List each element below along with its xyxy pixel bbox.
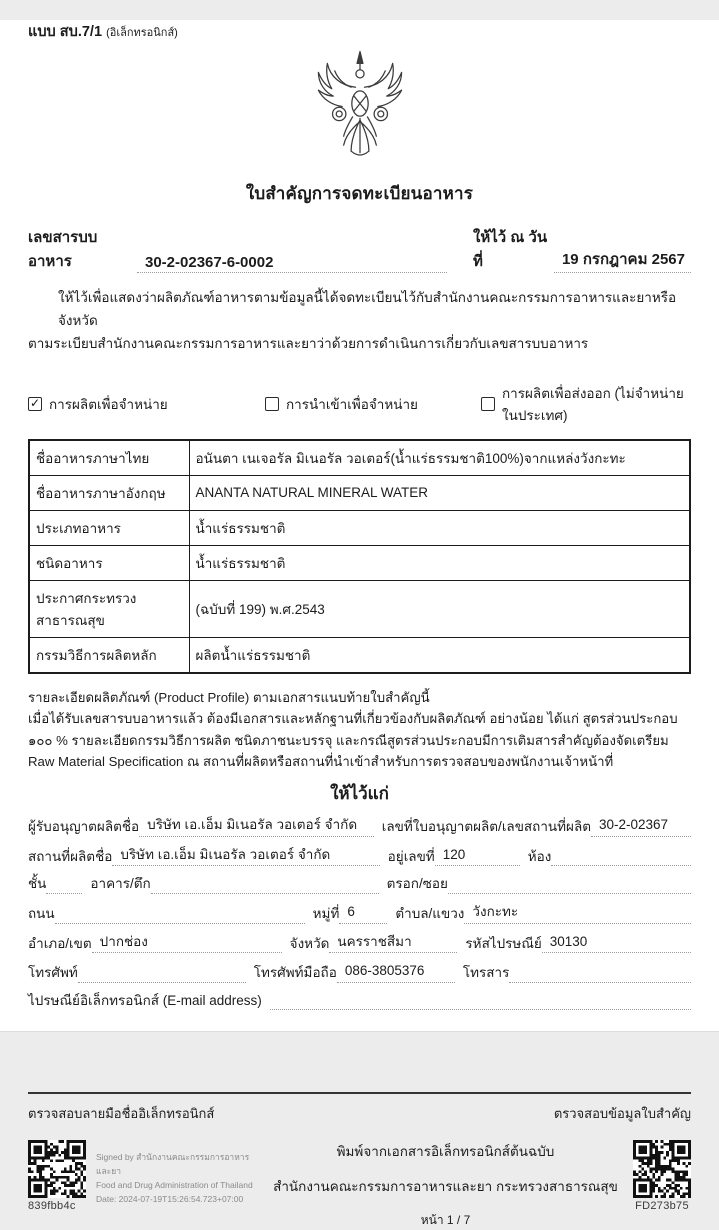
province-label: จังหวัด xyxy=(289,935,330,951)
row-label: ชนิดอาหาร xyxy=(29,545,189,580)
address-no-label: อยู่เลขที่ xyxy=(387,848,435,864)
row-label: ชื่ออาหารภาษาไทย xyxy=(29,440,189,476)
garuda-emblem-icon xyxy=(308,156,412,173)
signature-qr-block xyxy=(28,1140,258,1212)
signed-date-line: Date: 2024-07-19T15:26:54.723+07:00 xyxy=(96,1194,244,1205)
fax-label: โทรสาร xyxy=(462,965,510,981)
room-value xyxy=(551,847,691,866)
postcode-label: รหัสไปรษณีย์ xyxy=(465,935,542,951)
lane-label: ตรอก/ซอย xyxy=(386,876,448,892)
road-label: ถนน xyxy=(28,906,55,921)
mobile-value: 086-3805376 xyxy=(337,961,455,983)
profile-line-1: รายละเอียดผลิตภัณฑ์ (Product Profile) ตามเอกสารแนบท้ายใบสำคัญนี้ xyxy=(28,689,430,705)
signature-qr-code xyxy=(28,1140,86,1198)
page-number: หน้า 1 / 7 xyxy=(420,1213,471,1228)
moo-label: หมู่ที่ xyxy=(312,906,340,921)
profile-line-2: เมื่อได้รับเลขสารบบอาหารแล้ว ต้องมีเอกสารและหลักฐานที่เกี่ยวข้องกับผลิตภัณฑ์ อย่างน้อย ได้แก่ สูตรส่วนประกอบ ๑๐๐ % รายละเอียดกรรมวิธีการผลิต ชนิดภาชนะบรรจุ และกรณีสูตรส่วนประกอบมีการเติมสารสำคัญต้องจัดเตรียม Raw Material Specification ณ สถานที่ผลิตหรือสถานที่นำเข้าสำหรับการตรวจสอบของพนักงานเจ้าหน้าที่ xyxy=(28,711,678,769)
form-row-district xyxy=(28,932,691,954)
form-code-text: แบบ สบ.7/1 xyxy=(28,24,103,40)
table-row xyxy=(29,545,690,580)
checkbox-produce-for-export-label: การผลิตเพื่อส่งออก (ไม่จำหน่ายในประเทศ) xyxy=(502,385,684,423)
data-qr-code xyxy=(633,1140,691,1198)
road-value xyxy=(55,905,305,924)
form-code-suffix: (อิเล็กทรอนิกส์) xyxy=(106,27,178,39)
email-value xyxy=(270,991,691,1010)
building-value xyxy=(151,875,379,894)
mobile-label: โทรศัพท์มือถือ xyxy=(253,965,337,981)
table-row xyxy=(29,510,690,545)
form-row-site xyxy=(28,845,691,867)
moo-value: 6 xyxy=(339,902,387,924)
printed-from-line: พิมพ์จากเอกสารอิเล็กทรอนิกส์ต้นฉบับ xyxy=(336,1144,555,1160)
verify-labels-row xyxy=(0,1103,719,1124)
grantee-heading: ให้ไว้แก่ xyxy=(330,784,389,804)
address-no-value: 120 xyxy=(435,845,520,867)
checkbox-produce-for-sale-label: การผลิตเพื่อจำหน่าย xyxy=(49,396,168,412)
intro-paragraph xyxy=(28,287,691,356)
email-label: ไปรษณีย์อิเล็กทรอนิกส์ (E-mail address) xyxy=(28,992,262,1008)
phone-value xyxy=(78,964,246,983)
table-row xyxy=(29,475,690,510)
province-value: นครราชสีมา xyxy=(329,932,457,954)
certificate-page xyxy=(0,20,719,1228)
floor-label: ชั้น xyxy=(28,876,47,892)
form-row-floor xyxy=(28,874,691,894)
subdistrict-value: วังกะทะ xyxy=(464,902,691,924)
product-detail-table xyxy=(28,439,691,674)
license-no-value: 30-2-02367 xyxy=(591,815,691,837)
registration-line xyxy=(28,225,691,273)
district-label: อำเภอ/เขต xyxy=(28,935,92,951)
document-title: ใบสำคัญการจดทะเบียนอาหาร xyxy=(245,184,474,203)
data-qr-caption: FD273b75 xyxy=(635,1200,689,1213)
verify-data-label: ตรวจสอบข้อมูลใบสำคัญ xyxy=(553,1106,691,1122)
site-value: บริษัท เอ.เอ็ม มิเนอรัล วอเตอร์ จำกัด xyxy=(112,845,379,867)
floor-value xyxy=(46,875,82,894)
verify-signature-label: ตรวจสอบลายมือชื่ออิเล็กทรอนิกส์ xyxy=(28,1106,215,1122)
checkbox-produce-for-export xyxy=(481,382,691,426)
building-label: อาคาร/ตึก xyxy=(90,876,151,892)
row-label: ชื่ออาหารภาษาอังกฤษ xyxy=(29,475,189,510)
table-row xyxy=(29,580,690,637)
footer-center-text xyxy=(258,1140,633,1230)
row-value: น้ำแร่ธรรมชาติ xyxy=(189,545,690,580)
product-profile-note xyxy=(28,687,691,773)
registration-type-checkboxes xyxy=(28,382,691,426)
footer-main xyxy=(0,1140,719,1230)
digital-signature-text xyxy=(96,1150,258,1212)
checkbox-import-for-sale xyxy=(265,393,481,415)
licensee-label: ผู้รับอนุญาตผลิตชื่อ xyxy=(28,819,140,835)
checkbox-produce-for-sale-box xyxy=(28,397,42,411)
row-label: ประกาศกระทรวงสาธารณสุข xyxy=(29,580,189,637)
site-label: สถานที่ผลิตชื่อ xyxy=(28,848,113,864)
checkbox-produce-for-export-box xyxy=(481,397,495,411)
form-row-phone xyxy=(28,961,691,983)
footer-divider xyxy=(28,1092,691,1094)
signed-org-line: Food and Drug Administration of Thailand xyxy=(96,1180,253,1191)
licensee-value: บริษัท เอ.เอ็ม มิเนอรัล วอเตอร์ จำกัด xyxy=(139,815,374,837)
fax-value xyxy=(509,964,691,983)
row-value: (ฉบับที่ 199) พ.ศ.2543 xyxy=(189,580,690,637)
district-value: ปากช่อง xyxy=(92,932,282,954)
checkbox-import-for-sale-box xyxy=(265,397,279,411)
form-row-email xyxy=(28,991,691,1011)
subdistrict-label: ตำบล/แขวง xyxy=(395,906,465,921)
postcode-value: 30130 xyxy=(542,932,691,954)
checkbox-import-for-sale-label: การนำเข้าเพื่อจำหน่าย xyxy=(286,396,418,412)
form-row-road xyxy=(28,902,691,924)
row-label: กรรมวิธีการผลิตหลัก xyxy=(29,637,189,673)
intro-line-1: ให้ไว้เพื่อแสดงว่าผลิตภัณฑ์อาหารตามข้อมูลนี้ได้จดทะเบียนไว้กับสำนักงานคณะกรรมการอาหารและยาหรือจังหวัด xyxy=(58,290,677,328)
license-no-label: เลขที่ใบอนุญาตผลิต/เลขสถานที่ผลิต xyxy=(381,819,591,835)
intro-line-2: ตามระเบียบสำนักงานคณะกรรมการอาหารและยาว่าด้วยการดำเนินการเกี่ยวกับเลขสารบบอาหาร xyxy=(28,335,589,351)
registration-number-label: เลขสารบบอาหาร xyxy=(28,229,98,270)
registration-number-value: 30-2-02367-6-0002 xyxy=(137,254,447,273)
viewer-bottom-strip xyxy=(0,1031,719,1041)
issued-date-label: ให้ไว้ ณ วันที่ xyxy=(473,229,548,270)
row-value: น้ำแร่ธรรมชาติ xyxy=(189,510,690,545)
row-value: ANANTA NATURAL MINERAL WATER xyxy=(189,475,690,510)
table-row xyxy=(29,637,690,673)
signed-by-line: Signed by สำนักงานคณะกรรมการอาหารและยา xyxy=(96,1152,250,1177)
table-row xyxy=(29,440,690,476)
issued-date-value: 19 กรกฎาคม 2567 xyxy=(554,247,691,273)
checkbox-produce-for-sale xyxy=(28,393,265,415)
room-label: ห้อง xyxy=(527,848,552,864)
form-row-licensee xyxy=(28,815,691,837)
grantee-form xyxy=(28,815,691,1010)
row-value: อนันตา เนเจอรัล มิเนอรัล วอเตอร์(น้ำแร่ธรรมชาติ100%)จากแหล่งวังกะทะ xyxy=(189,440,690,476)
row-label: ประเภทอาหาร xyxy=(29,510,189,545)
lane-value xyxy=(448,875,691,894)
signature-qr-caption: 839fbb4c xyxy=(28,1200,76,1213)
row-value: ผลิตน้ำแร่ธรรมชาติ xyxy=(189,637,690,673)
agency-line: สำนักงานคณะกรรมการอาหารและยา กระทรวงสาธารณสุข xyxy=(273,1179,618,1195)
phone-label: โทรศัพท์ xyxy=(28,965,78,981)
data-qr-block xyxy=(633,1140,691,1212)
form-code xyxy=(28,20,719,43)
